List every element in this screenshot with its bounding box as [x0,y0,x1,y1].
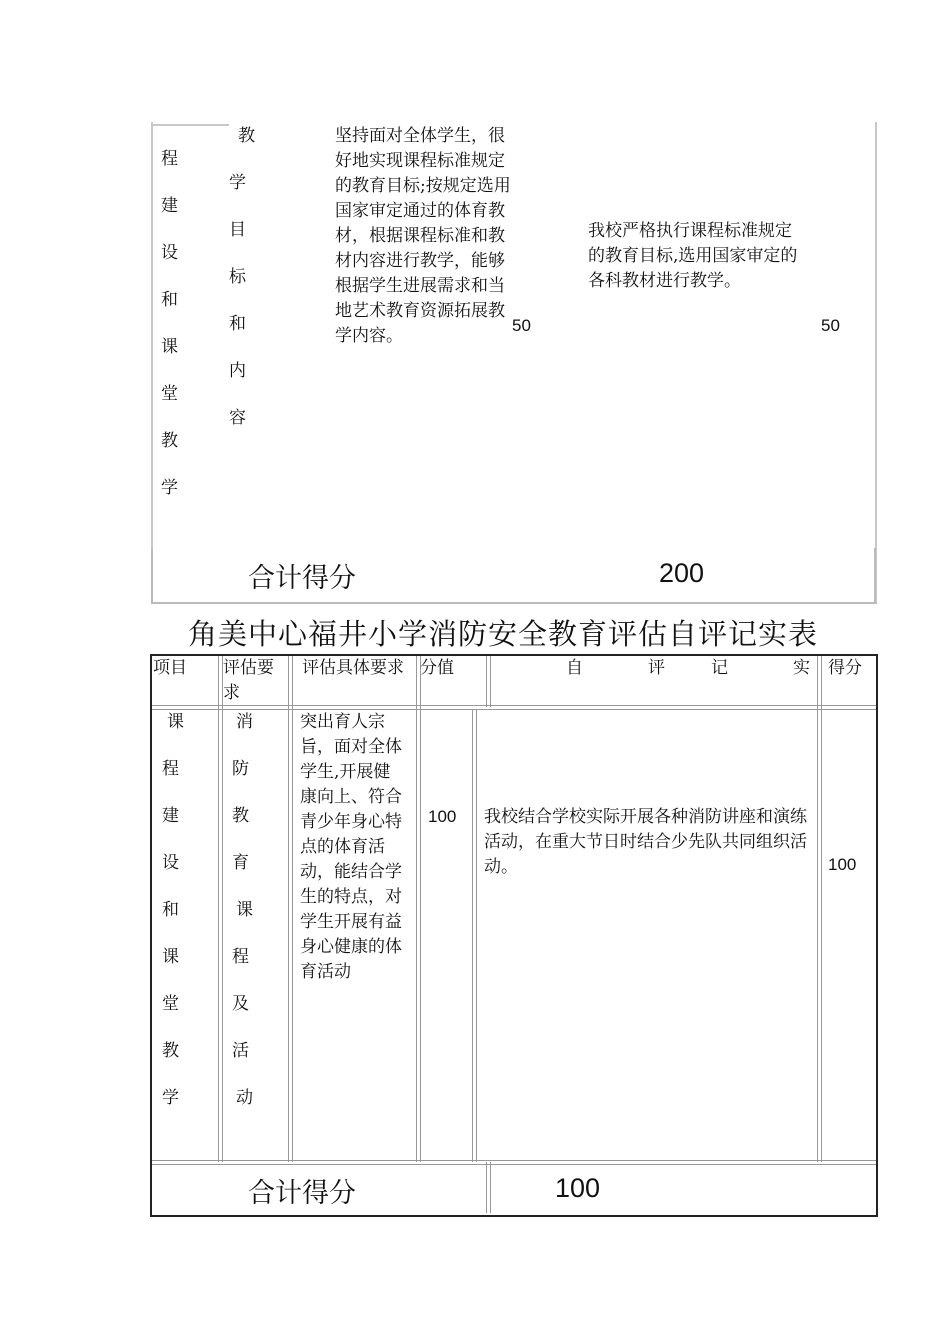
table1-score: 50 [821,316,840,335]
header-self-record-3: 记 [711,658,728,678]
table1-right-border [875,122,877,604]
table1-top-fragment [151,124,229,126]
table2-title: 角美中心福井小学消防安全教育评估自评记实表 [187,617,818,651]
header-self-record-1: 自 [566,658,583,678]
table1-total-value: 200 [659,558,705,588]
header-self-record-2: 评 [648,658,665,678]
table2-category: 课 程 建 设 和 课 堂 教 学 [162,712,184,1108]
table2-total-label: 合计得分 [248,1178,356,1209]
table2-total-value: 100 [555,1173,601,1203]
table1-requirement: 坚持面对全体学生，很好地实现课程标准规定的教育目标;按规定选用国家审定通过的体育教材，根据课程标准和教材内容进行教学，能够根据学生进展需求和当地艺术教育资源拓展教学内容。 [335,126,511,346]
table2-score-value: 100 [428,807,457,826]
header-value: 分值 [420,658,454,678]
table1-left-border [151,122,153,604]
header-criteria: 评估要求 [223,658,274,703]
table1-bottom-border [151,602,877,604]
table1-item: 教 学 目 标 和 内 容 [229,126,255,428]
table1-self-record: 我校严格执行课程标准规定的教育目标,选用国家审定的各科教材进行教学。 [588,221,798,291]
table2-score: 100 [828,855,857,874]
header-project: 项目 [153,658,187,678]
header-self-record-4: 实 [793,658,810,678]
table1-total-label: 合计得分 [248,563,356,594]
header-score: 得分 [828,658,862,678]
header-requirement: 评估具体要求 [302,658,404,678]
table2-requirement: 突出育人宗旨，面对全体学生,开展健康向上、符合青少年身心特点的体育活动，能结合学生的特点，对学生开展有益身心健康的体育活动 [300,712,402,982]
table2-item: 消 防 教 育 课 程 及 活 动 [232,712,253,1108]
table1-score-value: 50 [512,316,531,335]
table2-self-record: 我校结合学校实际开展各种消防讲座和演练活动，在重大节日时结合少先队共同组织活动。 [484,807,807,877]
table1-category: 程 建 设 和 课 堂 教 学 [161,149,178,498]
